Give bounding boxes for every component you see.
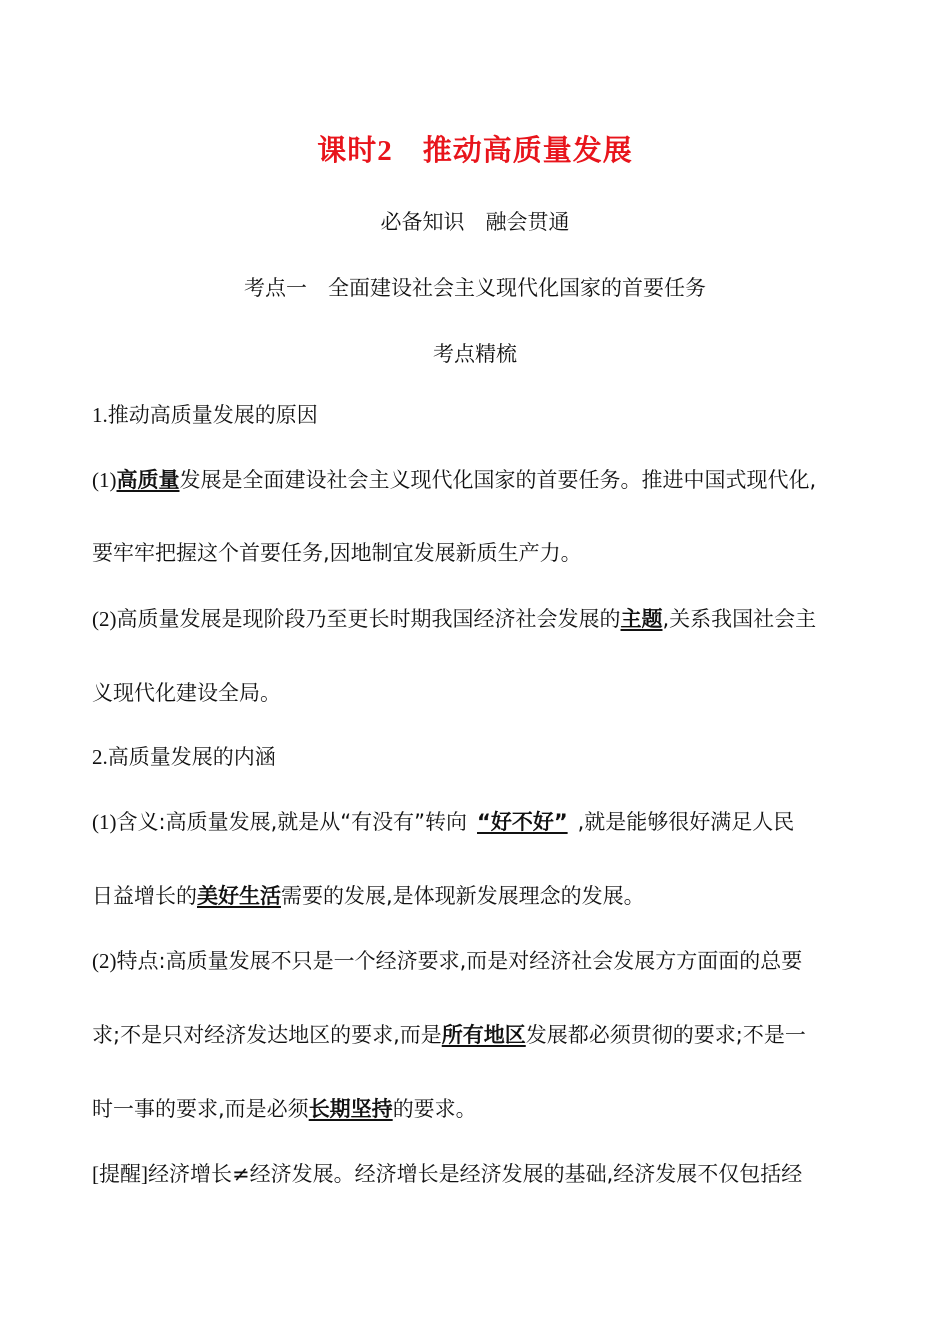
item1-p2-line1 — [92, 604, 872, 634]
subtitle: 必备知识 融会贯通 — [380, 210, 570, 234]
keyword-high-quality: 高质量 — [116, 468, 180, 492]
reminder-tag: [提醒] — [92, 1162, 148, 1186]
item2-heading-text: 高质量发展的内涵 — [107, 745, 276, 769]
section-heading: 考点一 全面建设社会主义现代化国家的首要任务 — [244, 276, 706, 300]
item1-heading-text: 推动高质量发展的原因 — [107, 403, 318, 427]
keyword-good-or-not: “好不好” — [477, 810, 568, 834]
item2-p1-post1: ,就是能够很好满足人民 — [577, 810, 795, 834]
item1-p1-line1 — [92, 465, 872, 495]
item2-p1-pre: 含义:高质量发展,就是从“有没有”转向 — [116, 810, 468, 834]
title-prefix: 课时 — [317, 133, 378, 167]
keyword-better-life: 美好生活 — [197, 884, 281, 908]
title-main: 推动高质量发展 — [422, 133, 633, 167]
title-number: 2 — [377, 135, 393, 167]
item1-p1-num: (1) — [92, 468, 117, 492]
item1-p2-pre: 高质量发展是现阶段乃至更长时期我国经济社会发展的 — [116, 607, 621, 631]
keyword-long-term: 长期坚持 — [308, 1097, 393, 1121]
keyword-theme: 主题 — [620, 607, 663, 631]
item2-p2-pre2: 求;不是只对经济发达地区的要求,而是 — [92, 1023, 442, 1047]
item1-p1-line2: 要牢牢把握这个首要任务,因地制宜发展新质生产力。 — [92, 541, 582, 565]
item1-heading — [92, 400, 872, 430]
reminder-text: 经济增长≠经济发展。经济增长是经济发展的基础,经济发展不仅包括经 — [148, 1162, 803, 1186]
item2-p2-num: (2) — [92, 949, 117, 973]
item2-p2-line2 — [92, 1020, 872, 1050]
reminder — [92, 1159, 872, 1189]
item2-number: 2. — [92, 745, 108, 769]
item2-p1-num: (1) — [92, 810, 117, 834]
lesson-title — [0, 128, 950, 169]
item2-p1-line2 — [92, 881, 872, 911]
item2-p1-line1 — [92, 807, 872, 837]
item2-p2-line3 — [92, 1094, 872, 1124]
item2-p2-post2: 发展都必须贯彻的要求;不是一 — [525, 1023, 806, 1047]
item2-p1-post2: 需要的发展,是体现新发展理念的发展。 — [281, 884, 645, 908]
sub-heading: 考点精梳 — [433, 342, 517, 366]
item2-p2-line1-text: 特点:高质量发展不只是一个经济要求,而是对经济社会发展方方面面的总要 — [116, 949, 803, 973]
item1-p1-rest1: 发展是全面建设社会主义现代化国家的首要任务。推进中国式现代化, — [179, 468, 817, 492]
item2-p1-pre2: 日益增长的 — [92, 884, 197, 908]
keyword-all-regions: 所有地区 — [441, 1023, 526, 1047]
item2-p2-pre3: 时一事的要求,而是必须 — [92, 1097, 309, 1121]
item2-heading — [92, 742, 872, 772]
item1-p2-post1: ,关系我国社会主 — [662, 607, 817, 631]
item2-p2-post3: 的要求。 — [392, 1097, 477, 1121]
item1-p2-num: (2) — [92, 607, 117, 631]
item1-number: 1. — [92, 403, 108, 427]
item1-p2-line2: 义现代化建设全局。 — [92, 681, 281, 705]
item2-p2-line1 — [92, 946, 872, 976]
